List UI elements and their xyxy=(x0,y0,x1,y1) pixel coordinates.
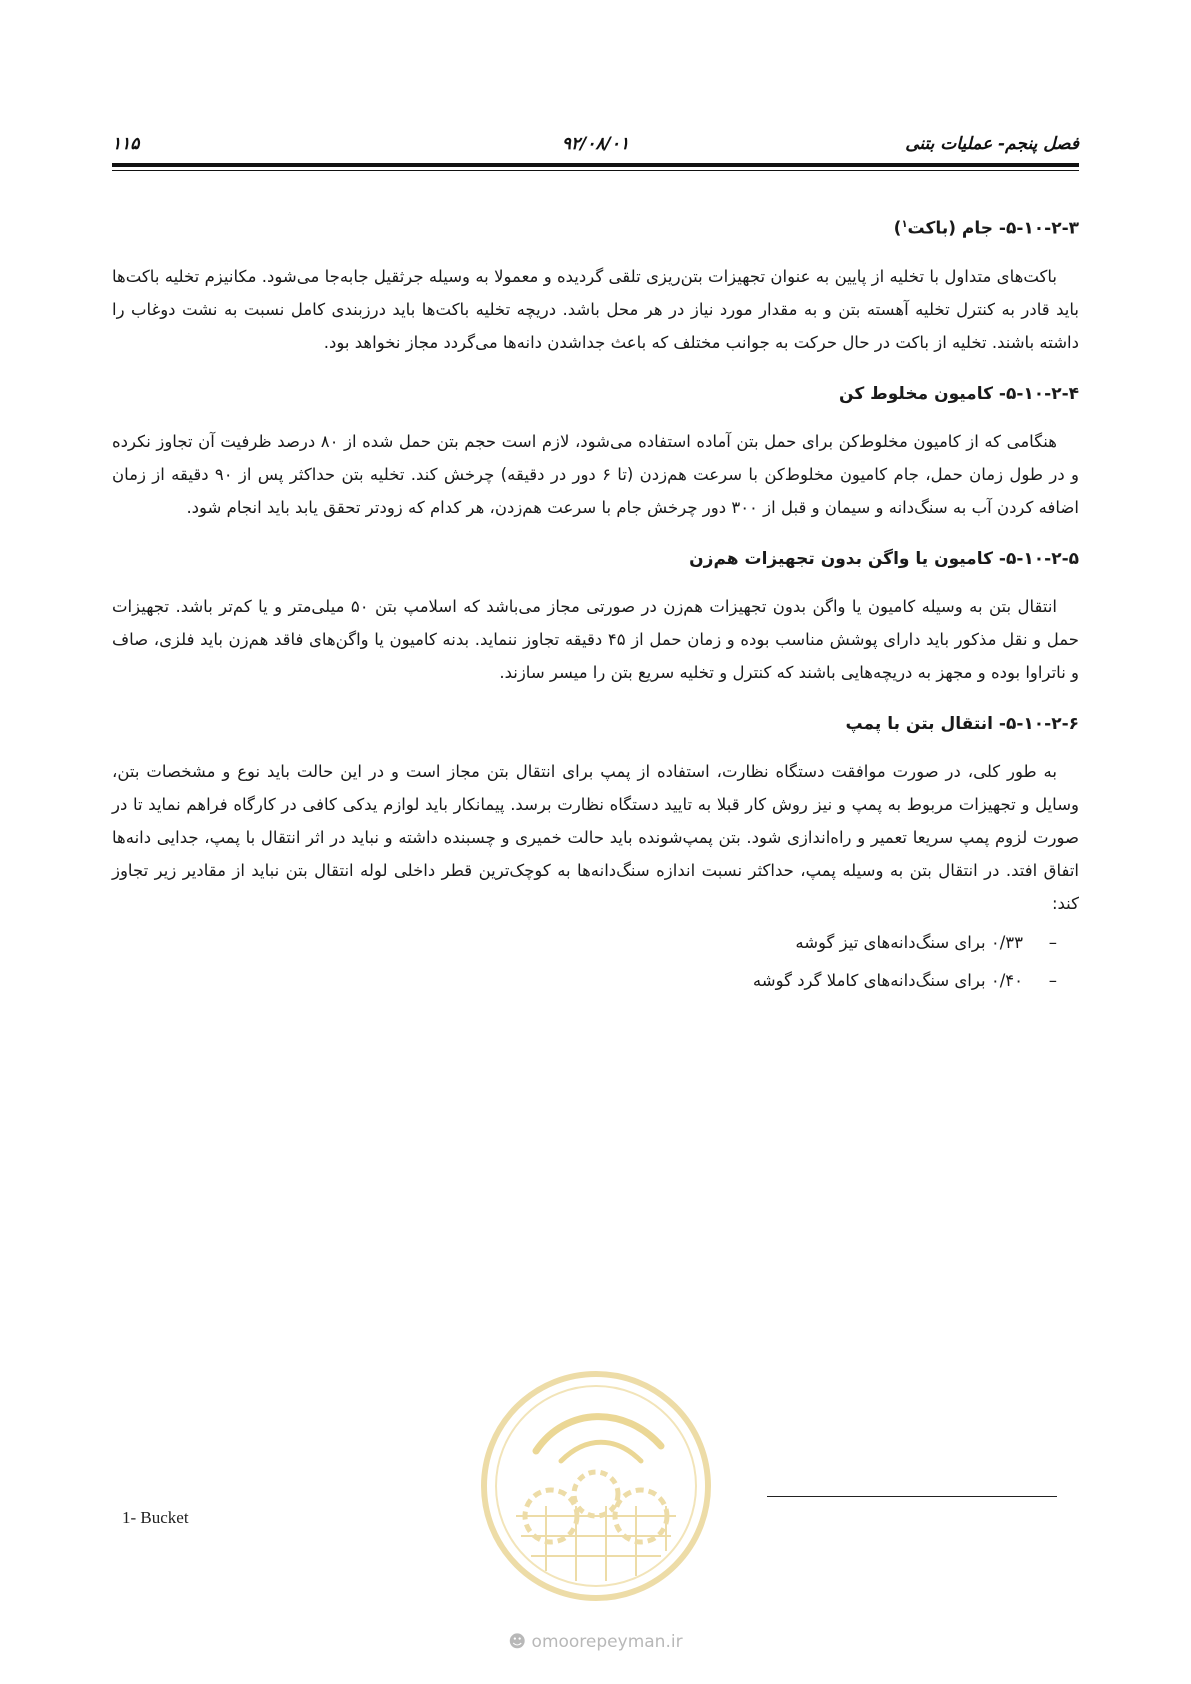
section-title: ۵-۱۰-۲-۶- انتقال بتن با پمپ xyxy=(845,713,1079,734)
revision-date: ۹۲/۰۸/۰۱ xyxy=(561,134,630,154)
paragraph: هنگامی که از کامیون مخلوط‌کن برای حمل بتن آماده استفاده می‌شود، لازم است حجم بتن حمل شده از ۸۰ درصد ظرفیت آن تجاوز نکرده و در طول زمان حمل، جام کامیون مخلوط‌کن با سرعت هم‌زدن (تا ۶ دور در دقیقه) چرخش کند. تخلیه بتن حداکثر پس از ۹۰ دقیقه از زمان اضافه کردن آب به سنگ‌دانه و سیمان و قبل از ۳۰۰ دور چرخش جام با سرعت هم‌زدن، هر کدام که زودتر تحقق یابد باید انجام شود. xyxy=(112,431,1079,517)
footnote: 1- Bucket xyxy=(122,1508,189,1527)
header-rule-thin xyxy=(112,170,1079,171)
section-title: ۵-۱۰-۲-۵- کامیون یا واگن بدون تجهیزات هم‌زن xyxy=(689,548,1079,569)
list-item: –۰/۳۳ برای سنگ‌دانه‌های تیز گوشه xyxy=(112,924,1057,962)
section-pumping xyxy=(112,709,1079,1000)
running-header xyxy=(112,130,1079,158)
paragraph: انتقال بتن به وسیله کامیون یا واگن بدون تجهیزات هم‌زن در صورتی مجاز می‌باشد که اسلامپ بتن ۵۰ میلی‌متر و یا کم‌تر باشد. تجهیزات حمل و نقل مذکور باید دارای پوشش مناسب بوده و زمان حمل از ۴۵ دقیقه تجاوز ننماید. بدنه کامیون یا واگن‌های فاقد هم‌زن باید فلزی، صاف و ناتراوا بوده و مجهز به دریچه‌هایی باشند که کنترل و تخلیه سریع بتن را میسر سازند. xyxy=(112,596,1079,682)
page-number: ۱۱۵ xyxy=(112,134,140,154)
section-truck-without-agitator xyxy=(112,544,1079,689)
watermark-seal-logo xyxy=(476,1366,716,1606)
footnote-ref: ۱ xyxy=(901,219,908,230)
paragraph: به طور کلی، در صورت موافقت دستگاه نظارت، استفاده از پمپ برای انتقال بتن مجاز است و در این حالت باید نوع و مشخصات بتن، وسایل و تجهیزات مربوط به پمپ و نیز روش کار قبلا به تایید دستگاه نظارت برسد. پیمانکار باید لوازم یدکی کافی در کارگاه فراهم نماید تا در صورت لزوم پمپ سریعا تعمیر و راه‌اندازی شود. بتن پمپ‌شونده باید حالت خمیری و چسبنده داشته و نباید در اثر انتقال با پمپ، جدایی دانه‌ها اتفاق افتد. در انتقال بتن به وسیله پمپ، حداکثر نسبت اندازه سنگ‌دانه‌ها به کوچک‌ترین قطر داخلی لوله انتقال بتن نباید از مقادیر زیر تجاوز کند: xyxy=(112,761,1079,913)
watermark-site: ☻ omoorepeyman.ir xyxy=(508,1632,683,1652)
section-title: ۵-۱۰-۲-۳- جام (باکت$^۱$) xyxy=(893,218,1079,239)
header-rule-thick xyxy=(112,163,1079,167)
list-item: –۰/۴۰ برای سنگ‌دانه‌های کاملا گرد گوشه xyxy=(112,962,1057,1000)
footnote-rule xyxy=(767,1496,1057,1497)
list-dash: – xyxy=(1048,970,1057,990)
section-title: ۵-۱۰-۲-۴- کامیون مخلوط کن xyxy=(839,383,1079,404)
paragraph: باکت‌های متداول با تخلیه از پایین به عنوان تجهیزات بتن‌ریزی تلقی گردیده و معمولا به وسیله جرثقیل جابه‌جا می‌شود. مکانیزم تخلیه باکت‌ها باید قادر به کنترل تخلیه آهسته بتن و به مقدار مورد نیاز در هر محل باشد. دریچه تخلیه باکت‌ها باید درزبندی کامل نسبت به نشت دوغاب را داشته باشند. تخلیه از باکت در حال حرکت به جوانب مختلف که باعث جداشدن دانه‌ها می‌گردد مجاز نخواهد بود. xyxy=(112,266,1079,352)
document-body xyxy=(112,210,1079,1000)
list-dash: – xyxy=(1048,932,1057,952)
chapter-title: فصل پنجم- عملیات بتنی xyxy=(905,134,1079,154)
ratio-list xyxy=(112,924,1079,1000)
section-mixer-truck xyxy=(112,379,1079,524)
section-bucket xyxy=(112,210,1079,359)
